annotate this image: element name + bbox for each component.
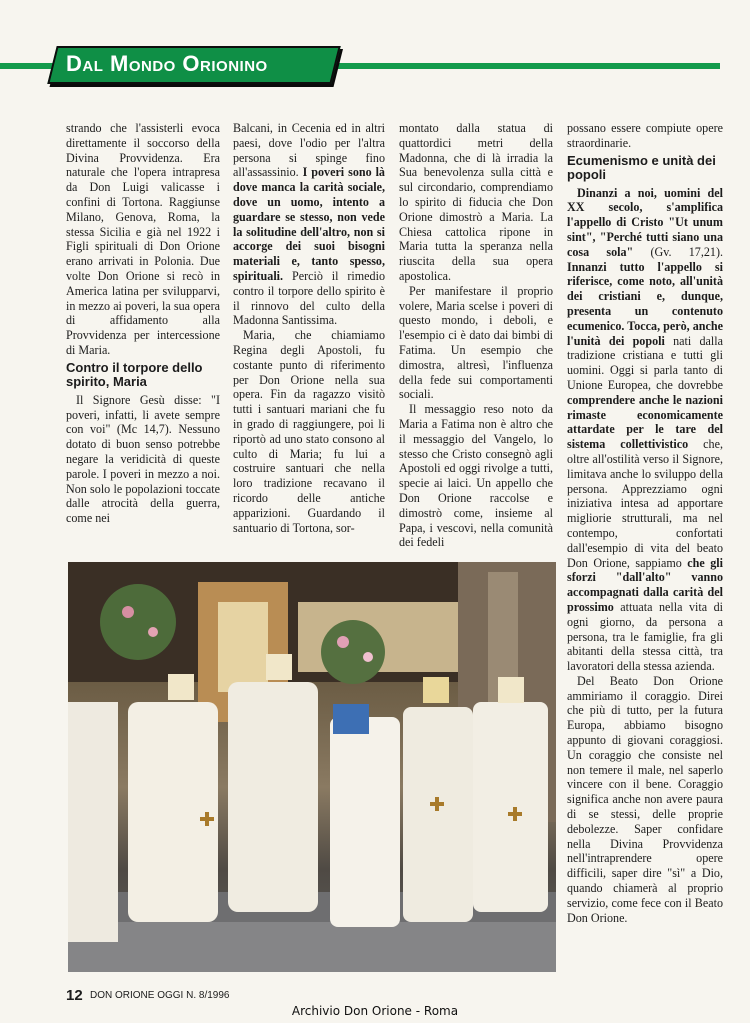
article-column-1 <box>66 121 220 561</box>
paragraph: possano essere compiute opere straordinarie. <box>567 121 723 150</box>
subheading: Ecumenismo e unità dei popoli <box>567 152 716 183</box>
paragraph <box>233 121 385 328</box>
article-column-3 <box>399 121 553 561</box>
bold-run: che gli sforzi "dall'alto" vanno accompagnati dalla carità del prossimo <box>567 555 723 614</box>
ceremony-photo <box>68 562 556 972</box>
archive-credit: Archivio Don Orione - Roma <box>291 1004 459 1018</box>
paragraph: Il messaggio reso noto da Maria a Fatima non è altro che il messaggio del Vangelo, lo stesso che Cristo consegnò agli Apostoli ed oggi rivolge a tutti, specie ai laici. Un appello che Don Orione raccolse e dimostrò come, insieme al Papa, i vescovi, nella comunità dei fedeli <box>399 402 553 550</box>
ceremony-photo-illustration <box>68 562 556 972</box>
bold-run: Dinanzi a noi, uomini del XX secolo, s'amplifica l'appello di Cristo "Ut unum sint", "Perché tutti siano una cosa sola" <box>567 185 723 259</box>
bold-run: comprendere anche le nazioni rimaste economicamente attardate per le tare del sistema collettivistico <box>567 392 723 452</box>
text-run: che, oltre all'ostilità verso il Signore, limitava anche lo sviluppo della persona. Apprezziamo ogni iniziativa intesa ad apportare migliorie strutturali, ma nel contempo, confortati dall'esempio di vita del beato Don Orione, sappiamo <box>567 437 723 570</box>
header-rule-right <box>328 63 720 69</box>
magazine-issue: DON ORIONE OGGI N. 8/1996 <box>90 990 230 1001</box>
paragraph: Del Beato Don Orione ammiriamo il coraggio. Direi che più di tutto, per la futura Europa, abbiamo bisogno appunto di giovani coraggiosi. Un coraggio che consiste nel non temere il male, nel saperlo vincere con il bene. Coraggio significa anche non avere paura di se stessi, delle proprie debolezze. Saper confidare nella Divina Provvidenza nell'intraprendere opere difficili, saper dire "sì" a Dio, quando chiamerà al proprio servizio, come fece con il Beato Don Orione. <box>567 673 723 925</box>
text-run: (Gv. 17,21). <box>633 244 723 259</box>
subheading: Contro il torpore dello spirito, Maria <box>66 359 203 390</box>
section-title: Dal Mondo Orionino <box>66 51 268 76</box>
text-run: attuata nella vita di ogni giorno, da persona a persona, tra le famiglie, fra gli abitanti della stessa città, tra lavoratori della stessa azienda. <box>567 599 723 674</box>
page-number: 12 <box>66 987 83 1004</box>
article-column-2 <box>233 121 385 561</box>
article-column-4 <box>567 121 723 973</box>
bold-run: I poveri sono là dove manca la carità sociale, dove un uomo, intento a guardare se stesso, non vede la solitudine dell'altro, non si accorge dei suoi bisogni materiali e, tanto spesso, spirituali. <box>233 165 385 283</box>
text-run: Perciò il rimedio contro il torpore dello spirito è il rinnovo del culto della Madonna Santissima. <box>233 268 385 328</box>
text-run: nati dalla tradizione cristiana e tutti gli uomini. Oggi si parla tanto di Unione Europea, che dovrebbe <box>567 333 723 392</box>
paragraph: montato dalla statua di quattordici metri della Madonna, che di là irradia la Sua benevolenza sulla città e sul circondario, comprendiamo lo spirito di fiducia che Don Orione dimostrò a Maria. La Chiesa cattolica ripone in Maria tutta la speranza nella riuscita della sua opera apostolica. <box>399 121 553 283</box>
bold-run: Innanzi tutto l'appello si riferisce, come noto, all'unità dei cristiani e, dunque, presenta un contenuto ecumenico. Tocca, però, anche l'unità dei popoli <box>567 259 723 348</box>
paragraph: Il Signore Gesù disse: "I poveri, infatti, li avete sempre con voi" (Mc 14,7). Nessuno dotato di buon senso potrebbe negare la veridicità di queste parole. I poveri in mezzo a noi. Non solo le popolazioni toccate dalle atrocità della guerra, come nei <box>66 392 220 526</box>
paragraph: strando che l'assisterli evoca direttamente il soccorso della Divina Provvidenza. Era naturale che l'opera intrapresa da Don Luigi valicasse i confini di Tortona. Raggiunse Milano, Genova, Roma, la stessa Sicilia e già nel 1922 i Figli spirituali di Don Orione erano arrivati in Polonia. Due volte Don Orione si recò in America latina per svilupparvi, in mezzo ai poveri, la sua opera di affidamento alla Provvidenza per intercessione di Maria. <box>66 121 220 357</box>
paragraph: Per manifestare il proprio volere, Maria scelse i poveri di questo mondo, i deboli, e l'esempio ci è dato dai bimbi di Fatima. Un esempio che dimostra, altresì, l'influenza della fede sui comportamenti sociali. <box>399 283 553 402</box>
paragraph <box>567 186 723 674</box>
text-run: Balcani, in Cecenia ed in altri paesi, dove l'odio per l'altra persona si spinge fino all'assassinio. <box>233 121 385 180</box>
paragraph: Maria, che chiamiamo Regina degli Apostoli, fu costante punto di riferimento per Don Orione nella sua opera. Fin da ragazzo visitò tutti i santuari mariani che fu in grado di raggiungere, poi li riportò ad uno stato consono al culto di Maria; fu lui a costruire santuari che nella loro tradizione recavano il ricordo delle antiche apparizioni. Guardando il santuario di Tortona, sor- <box>233 328 385 535</box>
